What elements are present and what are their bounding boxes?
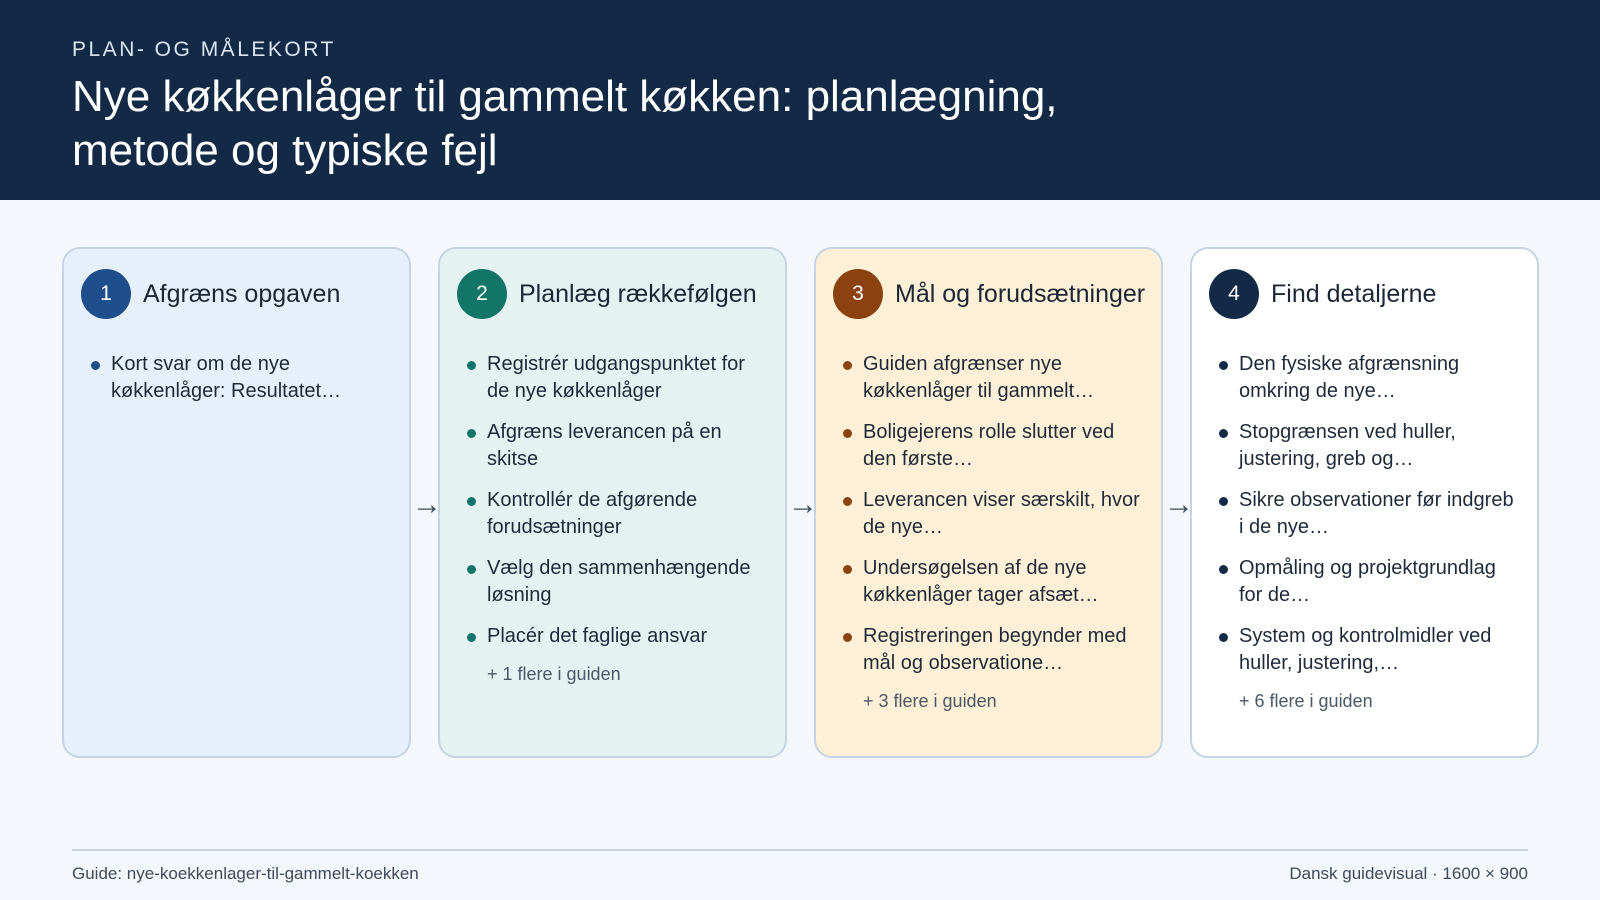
bullet-dot-icon	[467, 565, 476, 574]
bullet-list	[833, 351, 1143, 677]
footer-divider	[72, 849, 1528, 851]
bullet-dot-icon	[843, 633, 852, 642]
list-item	[457, 419, 767, 473]
page-title: Nye køkkenlåger til gammelt køkken: planlægning, metode og typiske fejl	[72, 72, 1058, 175]
list-item-text: Den fysiske afgrænsning omkring de nye…	[1239, 353, 1460, 402]
list-item-text: Kontrollér de afgørende forudsætninger	[487, 489, 698, 538]
bullet-dot-icon	[1219, 565, 1228, 574]
list-item	[1209, 351, 1519, 405]
card-title: Planlæg rækkefølgen	[519, 279, 757, 308]
list-item-text: System og kontrolmidler ved huller, justering,…	[1239, 625, 1492, 674]
step-number-badge: 4	[1209, 269, 1259, 319]
header-banner	[0, 0, 1600, 200]
step-card-2	[438, 247, 787, 758]
bullet-dot-icon	[843, 565, 852, 574]
bullet-list	[81, 351, 391, 405]
bullet-dot-icon	[467, 361, 476, 370]
bullet-dot-icon	[467, 497, 476, 506]
arrow-right-icon: →	[788, 488, 818, 521]
step-number-badge: 3	[833, 269, 883, 319]
card-header	[457, 269, 767, 319]
step-card-4	[1190, 247, 1539, 758]
list-item-text: Stopgrænsen ved huller, justering, greb og…	[1239, 421, 1456, 470]
list-item	[833, 487, 1143, 541]
step-number-badge: 2	[457, 269, 507, 319]
list-item-text: Undersøgelsen af de nye køkkenlåger tager afsæt…	[863, 557, 1099, 606]
bullet-dot-icon	[1219, 497, 1228, 506]
card-header	[1209, 269, 1519, 319]
list-item	[833, 419, 1143, 473]
card-header	[81, 269, 391, 319]
card-header	[833, 269, 1146, 319]
list-item-text: Opmåling og projektgrundlag for de…	[1239, 557, 1496, 606]
bullet-dot-icon	[467, 633, 476, 642]
bullet-dot-icon	[1219, 361, 1228, 370]
list-item	[81, 351, 391, 405]
list-item-text: Boligejerens rolle slutter ved den første…	[863, 421, 1115, 470]
list-item-text: Kort svar om de nye køkkenlåger: Resultatet…	[111, 353, 342, 402]
bullet-dot-icon	[843, 497, 852, 506]
list-item	[833, 351, 1143, 405]
list-item-text: Vælg den sammenhængende løsning	[487, 557, 751, 606]
bullet-dot-icon	[1219, 429, 1228, 438]
more-in-guide-link[interactable]: + 1 flere i guiden	[487, 664, 621, 684]
bullet-dot-icon	[843, 361, 852, 370]
list-item-text: Registreringen begynder med mål og observatione…	[863, 625, 1127, 674]
bullet-list	[457, 351, 767, 650]
more-in-guide-link[interactable]: + 6 flere i guiden	[1239, 691, 1373, 711]
bullet-dot-icon	[1219, 633, 1228, 642]
list-item-text: Afgræns leverancen på en skitse	[487, 421, 722, 470]
list-item-text: Placér det faglige ansvar	[487, 625, 708, 647]
list-item	[833, 623, 1143, 677]
list-item-text: Registrér udgangspunktet for de nye køkkenlåger	[487, 353, 745, 402]
list-item	[1209, 419, 1519, 473]
bullet-list	[1209, 351, 1519, 677]
card-title: Afgræns opgaven	[143, 279, 341, 308]
bullet-dot-icon	[467, 429, 476, 438]
eyebrow-label: PLAN- OG MÅLEKORT	[72, 38, 336, 61]
bullet-dot-icon	[91, 361, 100, 370]
list-item	[1209, 555, 1519, 609]
step-number-badge: 1	[81, 269, 131, 319]
card-title: Mål og forudsætninger	[895, 279, 1146, 308]
arrow-right-icon: →	[412, 488, 442, 521]
step-card-1	[62, 247, 411, 758]
list-item-text: Leverancen viser særskilt, hvor de nye…	[863, 489, 1140, 538]
list-item	[457, 351, 767, 405]
list-item	[1209, 623, 1519, 677]
list-item-text: Sikre observationer før indgreb i de nye…	[1239, 489, 1514, 538]
bullet-dot-icon	[843, 429, 852, 438]
step-card-3	[814, 247, 1163, 758]
card-title: Find detaljerne	[1271, 279, 1437, 308]
list-item	[833, 555, 1143, 609]
list-item-text: Guiden afgrænser nye køkkenlåger til gammelt…	[863, 353, 1095, 402]
list-item	[1209, 487, 1519, 541]
list-item	[457, 487, 767, 541]
arrow-right-icon: →	[1164, 488, 1194, 521]
list-item	[457, 555, 767, 609]
more-in-guide-link[interactable]: + 3 flere i guiden	[863, 691, 997, 711]
list-item	[457, 623, 767, 650]
footer-source: Guide: nye-koekkenlager-til-gammelt-koekken	[72, 864, 419, 883]
footer-meta: Dansk guidevisual · 1600 × 900	[1289, 864, 1528, 883]
